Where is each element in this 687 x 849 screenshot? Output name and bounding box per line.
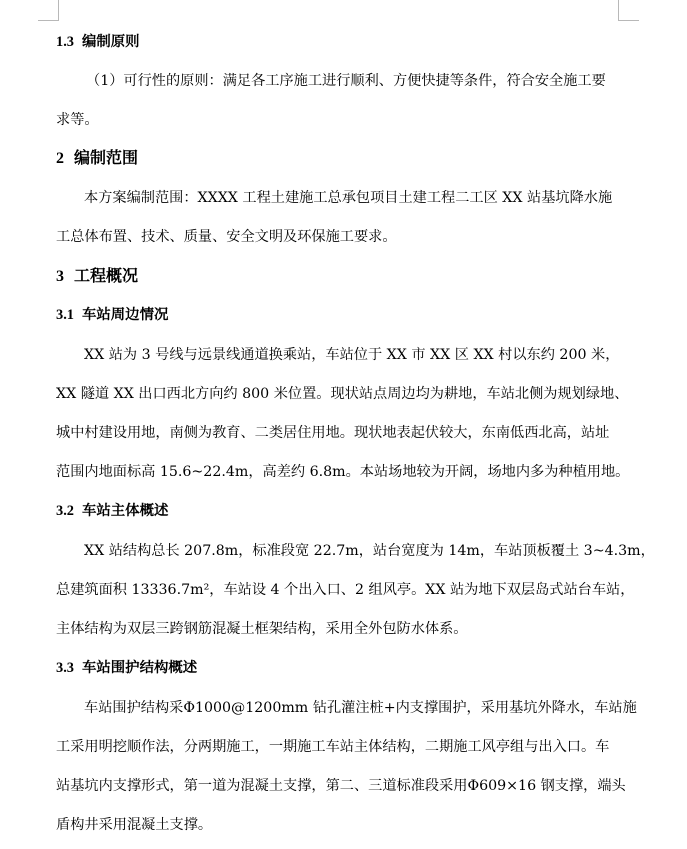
paragraph-line: 工总体布置、技术、质量、安全文明及环保施工要求。 bbox=[56, 229, 397, 245]
paragraph-line: XX 隧道 XX 出口西北方向约 800 米位置。现状站点周边均为耕地，车站北侧为规划绿地、 bbox=[56, 386, 629, 402]
crop-mark-top-left bbox=[38, 0, 59, 21]
heading-number: 3.2 bbox=[56, 503, 74, 519]
paragraph-line: 本方案编制范围：XXXX 工程土建施工总承包项目土建工程二工区 XX 站基坑降水施 bbox=[84, 190, 613, 206]
heading-title: 编制范围 bbox=[74, 148, 139, 167]
paragraph-line: （1）可行性的原则：满足各工序施工进行顺利、方便快捷等条件，符合安全施工要 bbox=[86, 73, 606, 89]
heading-title: 车站围护结构概述 bbox=[82, 659, 198, 676]
heading-3-3 bbox=[56, 658, 656, 678]
heading-3-1 bbox=[56, 305, 656, 325]
heading-3-2 bbox=[56, 501, 656, 521]
paragraph-line: XX 站结构总长 207.8m，标准段宽 22.7m，站台宽度为 14m，车站顶板覆土 3~4.3m， bbox=[84, 543, 655, 559]
heading-title: 工程概况 bbox=[74, 266, 139, 285]
paragraph-line: 车站围护结构采Φ1000@1200mm 钻孔灌注桩+内支撑围护，采用基坑外降水，车站施 bbox=[84, 700, 637, 716]
paragraph-line: 求等。 bbox=[56, 112, 99, 128]
heading-title: 编制原则 bbox=[82, 33, 140, 50]
paragraph-line: 主体结构为双层三跨钢筋混凝土框架结构，采用全外包防水体系。 bbox=[56, 621, 468, 637]
paragraph-line: XX 站为 3 号线与远景线通道换乘站，车站位于 XX 市 XX 区 XX 村以东约 200 米， bbox=[84, 347, 620, 363]
heading-number: 3.1 bbox=[56, 307, 74, 323]
heading-1-3 bbox=[56, 32, 656, 52]
heading-3 bbox=[56, 266, 656, 287]
paragraph-line: 工采用明挖顺作法，分两期施工，一期施工车站主体结构，二期施工风亭组与出入口。车 bbox=[56, 739, 610, 755]
paragraph-line: 盾构井采用混凝土支撑。 bbox=[56, 817, 213, 833]
heading-title: 车站主体概述 bbox=[82, 502, 169, 519]
heading-number: 1.3 bbox=[56, 34, 74, 50]
paragraph-line: 城中村建设用地，南侧为教育、二类居住用地。现状地表起伏较大，东南低西北高，站址 bbox=[56, 425, 610, 441]
paragraph-line: 范围内地面标高 15.6~22.4m，高差约 6.8m。本站场地较为开阔，场地内多为种植用地。 bbox=[56, 464, 630, 480]
paragraph-line: 站基坑内支撑形式，第一道为混凝土支撑，第二、三道标准段采用Φ609×16 钢支撑，端头 bbox=[56, 778, 626, 794]
heading-title: 车站周边情况 bbox=[82, 306, 169, 323]
heading-number: 3 bbox=[56, 268, 64, 285]
paragraph-line: 总建筑面积 13336.7m²，车站设 4 个出入口、2 组风亭。XX 站为地下双层岛式站台车站， bbox=[56, 582, 635, 598]
heading-number: 3.3 bbox=[56, 660, 74, 676]
heading-number: 2 bbox=[56, 150, 64, 167]
crop-mark-top-right bbox=[618, 0, 639, 21]
heading-2 bbox=[56, 148, 656, 169]
